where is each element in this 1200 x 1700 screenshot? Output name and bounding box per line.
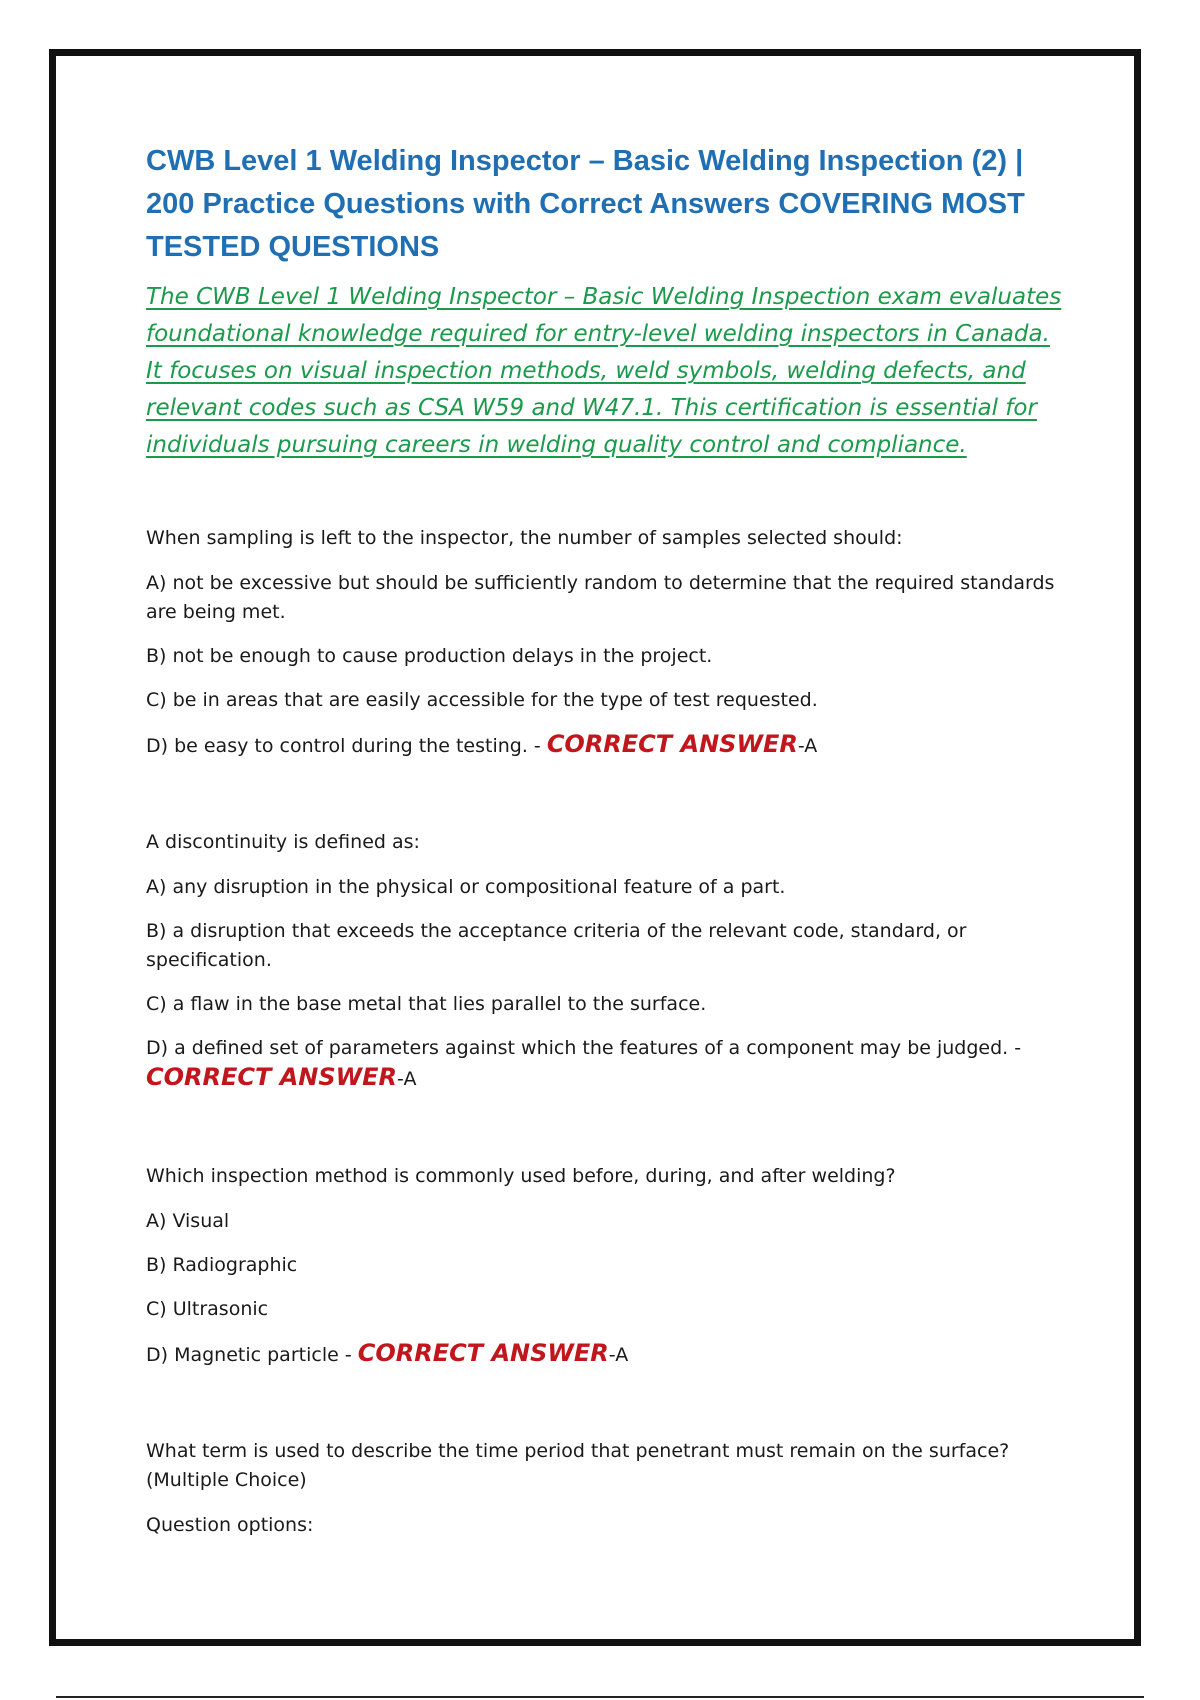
answer-option-b: B) not be enough to cause production delays in the project.: [146, 645, 713, 667]
question-text: A discontinuity is defined as:: [146, 831, 420, 853]
answer-option-a: A) Visual: [146, 1210, 230, 1232]
answer-option-c: C) Ultrasonic: [146, 1298, 269, 1320]
correct-answer-label: CORRECT ANSWER: [546, 730, 798, 758]
answer-option-b: B) Radiographic: [146, 1254, 298, 1276]
answer-option-d: D) a defined set of parameters against which the features of a component may be judged. -: [146, 1037, 1022, 1059]
answer-option-a: A) not be excessive but should be sufficiently random to determine that the required standards are being met.: [146, 572, 1055, 623]
document-intro: The CWB Level 1 Welding Inspector – Basic Welding Inspection exam evaluates foundational knowledge required for entry-level welding inspectors in Canada. It focuses on visual inspection methods, weld symbols, welding defects, and relevant codes such as CSA W59 and W47.1. This certification is essential for individuals pursuing careers in welding quality control and compliance.: [146, 284, 1062, 458]
page-divider: [56, 1696, 1144, 1698]
answer-option-d: D) Magnetic particle -: [146, 1344, 352, 1366]
question-text: What term is used to describe the time period that penetrant must remain on the surface? (Multiple Choice): [146, 1440, 1010, 1491]
correct-answer-letter: -A: [797, 735, 818, 757]
answer-option-d-line: [146, 1339, 1066, 1370]
question-block: [146, 828, 1066, 1094]
question-options-label: Question options:: [146, 1514, 314, 1536]
answer-option-c: C) be in areas that are easily accessible for the type of test requested.: [146, 689, 818, 711]
correct-answer-letter: -A: [397, 1068, 417, 1090]
answer-option-c: C) a flaw in the base metal that lies parallel to the surface.: [146, 993, 707, 1015]
question-text: When sampling is left to the inspector, the number of samples selected should:: [146, 527, 903, 549]
question-block: [146, 524, 1066, 761]
correct-answer-label: CORRECT ANSWER: [357, 1339, 609, 1367]
question-text: Which inspection method is commonly used before, during, and after welding?: [146, 1165, 896, 1187]
question-block: [146, 1162, 1066, 1370]
answer-option-d-line: [146, 730, 1066, 761]
answer-option-a: A) any disruption in the physical or compositional feature of a part.: [146, 876, 786, 898]
answer-option-d-line: [146, 1034, 1066, 1094]
correct-answer-letter: -A: [608, 1344, 629, 1366]
question-block: [146, 1437, 1066, 1540]
answer-option-d: D) be easy to control during the testing. -: [146, 735, 541, 757]
document-content: [146, 140, 1066, 1540]
document-title: CWB Level 1 Welding Inspector – Basic Welding Inspection (2) | 200 Practice Questions with Correct Answers COVERING MOST TESTED QUESTIONS: [146, 145, 1025, 263]
correct-answer-label: CORRECT ANSWER: [146, 1063, 398, 1091]
answer-option-b: B) a disruption that exceeds the acceptance criteria of the relevant code, standard, or specification.: [146, 920, 967, 971]
